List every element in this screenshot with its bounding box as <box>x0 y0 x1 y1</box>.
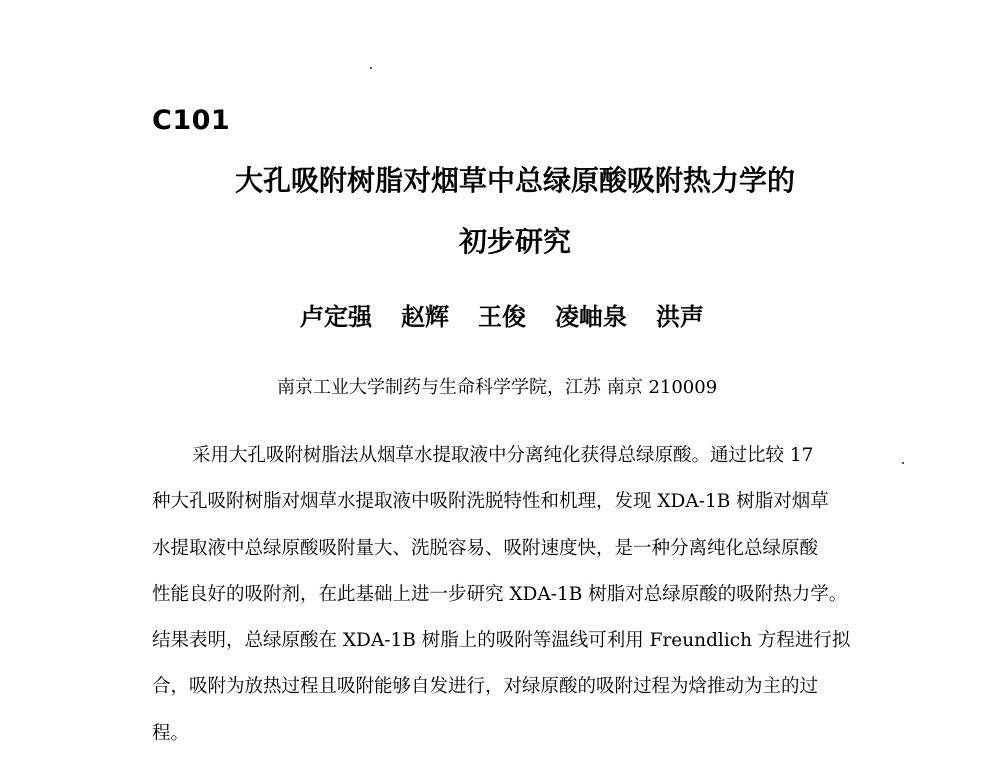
scan-speck <box>902 462 904 464</box>
author-name: 王俊 <box>478 303 526 331</box>
scan-speck <box>370 67 372 69</box>
abstract-line: 采用大孔吸附树脂法从烟草水提取液中分离纯化获得总绿原酸。通过比较 17 <box>192 445 814 466</box>
paper-title-line-2: 初步研究 <box>458 225 571 258</box>
abstract-line: 水提取液中总绿原酸吸附量大、洗脱容易、吸附速度快，是一种分离纯化总绿原酸 <box>152 537 819 559</box>
abstract-body <box>152 433 888 757</box>
abstract-line: 性能良好的吸附剂，在此基础上进一步研究 XDA-1B 树脂对总绿原酸的吸附热力学。 <box>152 583 848 605</box>
affiliation: 南京工业大学制药与生命科学学院，江苏 南京 210009 <box>277 377 718 398</box>
paper-title-line-1: 大孔吸附树脂对烟草中总绿原酸吸附热力学的 <box>234 164 795 197</box>
author-name: 卢定强 <box>300 303 372 331</box>
abstract-line: 程。 <box>152 722 190 744</box>
abstract-line: 结果表明，总绿原酸在 XDA-1B 树脂上的吸附等温线可利用 Freundlich 方程进行拟 <box>152 630 851 652</box>
author-name: 洪声 <box>656 303 704 331</box>
abstract-line: 种大孔吸附树脂对烟草水提取液中吸附洗脱特性和机理，发现 XDA-1B 树脂对烟草 <box>152 491 829 513</box>
author-list <box>300 300 704 334</box>
author-name: 赵辉 <box>401 303 449 331</box>
author-name: 凌岫泉 <box>555 303 627 331</box>
abstract-line: 合，吸附为放热过程且吸附能够自发进行，对绿原酸的吸附过程为焓推动为主的过 <box>152 676 819 698</box>
paper-code: C101 <box>152 105 231 136</box>
